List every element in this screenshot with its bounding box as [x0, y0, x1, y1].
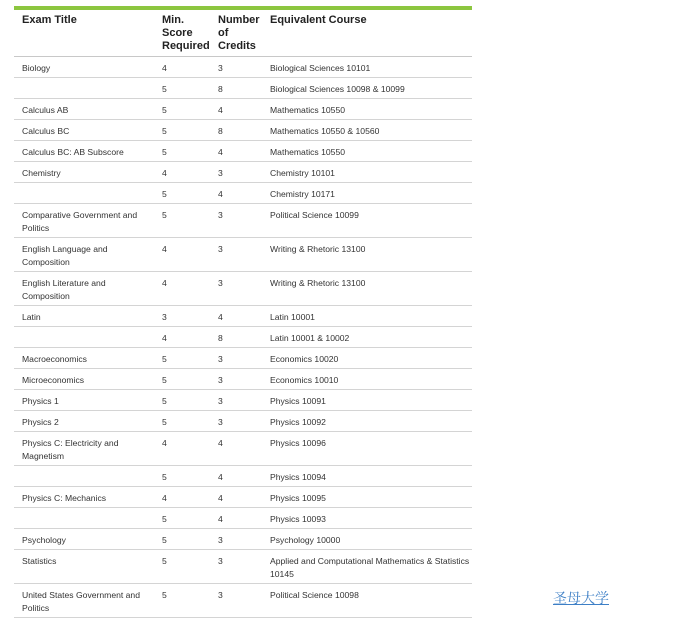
cell-course: Mathematics 10550 & 10560 — [262, 120, 472, 141]
table-row — [14, 550, 472, 584]
table-row — [14, 162, 472, 183]
header-equivalent-course: Equivalent Course — [262, 10, 472, 57]
cell-score: 5 — [154, 550, 210, 584]
table-row — [14, 78, 472, 99]
cell-score: 4 — [154, 162, 210, 183]
ap-credit-table — [14, 10, 472, 618]
cell-course: Physics 10093 — [262, 508, 472, 529]
cell-score: 4 — [154, 487, 210, 508]
cell-course: Biological Sciences 10098 & 10099 — [262, 78, 472, 99]
cell-credits: 3 — [210, 348, 262, 369]
cell-credits: 3 — [210, 162, 262, 183]
cell-credits: 3 — [210, 411, 262, 432]
cell-course: Economics 10020 — [262, 348, 472, 369]
cell-exam: Physics 2 — [14, 411, 154, 432]
cell-course: Mathematics 10550 — [262, 99, 472, 120]
cell-exam: Statistics — [14, 550, 154, 584]
table-row — [14, 508, 472, 529]
cell-score: 5 — [154, 390, 210, 411]
cell-credits: 3 — [210, 550, 262, 584]
cell-exam: Biology — [14, 57, 154, 78]
table-row — [14, 204, 472, 238]
cell-course: Writing & Rhetoric 13100 — [262, 238, 472, 272]
cell-score: 4 — [154, 272, 210, 306]
cell-credits: 3 — [210, 57, 262, 78]
table-row — [14, 411, 472, 432]
cell-credits: 4 — [210, 508, 262, 529]
table-row — [14, 348, 472, 369]
cell-exam: Physics C: Electricity and Magnetism — [14, 432, 154, 466]
cell-exam: Calculus BC: AB Subscore — [14, 141, 154, 162]
cell-course: Chemistry 10171 — [262, 183, 472, 204]
cell-exam: Latin — [14, 306, 154, 327]
cell-course: Physics 10094 — [262, 466, 472, 487]
cell-course: Political Science 10099 — [262, 204, 472, 238]
cell-credits: 3 — [210, 529, 262, 550]
cell-course: Chemistry 10101 — [262, 162, 472, 183]
cell-course: Writing & Rhetoric 13100 — [262, 272, 472, 306]
cell-course: Latin 10001 & 10002 — [262, 327, 472, 348]
watermark-link[interactable]: 圣母大学 — [553, 591, 609, 607]
cell-score: 5 — [154, 78, 210, 99]
table-row — [14, 529, 472, 550]
cell-credits: 3 — [210, 272, 262, 306]
table-row — [14, 99, 472, 120]
cell-credits: 8 — [210, 78, 262, 99]
cell-exam: Microeconomics — [14, 369, 154, 390]
table-row — [14, 487, 472, 508]
cell-course: Physics 10096 — [262, 432, 472, 466]
cell-exam: Calculus AB — [14, 99, 154, 120]
cell-exam: English Literature and Composition — [14, 272, 154, 306]
table-row — [14, 390, 472, 411]
cell-exam: Macroeconomics — [14, 348, 154, 369]
cell-exam: Calculus BC — [14, 120, 154, 141]
cell-exam: Comparative Government and Politics — [14, 204, 154, 238]
cell-score: 5 — [154, 508, 210, 529]
cell-exam: Psychology — [14, 529, 154, 550]
cell-credits: 4 — [210, 487, 262, 508]
cell-course: Mathematics 10550 — [262, 141, 472, 162]
cell-exam: Chemistry — [14, 162, 154, 183]
cell-exam — [14, 78, 154, 99]
cell-credits: 3 — [210, 369, 262, 390]
cell-credits: 4 — [210, 183, 262, 204]
cell-course: Psychology 10000 — [262, 529, 472, 550]
cell-credits: 8 — [210, 327, 262, 348]
table-row — [14, 327, 472, 348]
cell-score: 5 — [154, 466, 210, 487]
cell-score: 4 — [154, 57, 210, 78]
cell-score: 5 — [154, 348, 210, 369]
cell-exam: Physics 1 — [14, 390, 154, 411]
table-row — [14, 183, 472, 204]
ap-credit-table-container — [14, 6, 472, 618]
cell-credits: 4 — [210, 306, 262, 327]
cell-score: 3 — [154, 306, 210, 327]
table-row — [14, 272, 472, 306]
cell-credits: 4 — [210, 141, 262, 162]
cell-score: 4 — [154, 238, 210, 272]
cell-score: 5 — [154, 411, 210, 432]
table-row — [14, 306, 472, 327]
cell-credits: 4 — [210, 99, 262, 120]
cell-credits: 3 — [210, 390, 262, 411]
cell-credits: 4 — [210, 432, 262, 466]
cell-exam: United States Government and Politics — [14, 584, 154, 618]
cell-score: 5 — [154, 141, 210, 162]
cell-course: Economics 10010 — [262, 369, 472, 390]
table-header-row — [14, 10, 472, 57]
cell-score: 5 — [154, 183, 210, 204]
cell-score: 5 — [154, 204, 210, 238]
cell-course: Political Science 10098 — [262, 584, 472, 618]
cell-course: Physics 10092 — [262, 411, 472, 432]
cell-exam — [14, 466, 154, 487]
cell-exam — [14, 508, 154, 529]
cell-score: 5 — [154, 369, 210, 390]
table-row — [14, 57, 472, 78]
table-row — [14, 120, 472, 141]
cell-exam: Physics C: Mechanics — [14, 487, 154, 508]
cell-score: 5 — [154, 584, 210, 618]
cell-score: 5 — [154, 120, 210, 141]
cell-exam: English Language and Composition — [14, 238, 154, 272]
table-row — [14, 466, 472, 487]
header-exam-title: Exam Title — [14, 10, 154, 57]
table-row — [14, 432, 472, 466]
cell-score: 5 — [154, 99, 210, 120]
table-row — [14, 141, 472, 162]
cell-course: Biological Sciences 10101 — [262, 57, 472, 78]
cell-credits: 8 — [210, 120, 262, 141]
cell-exam — [14, 327, 154, 348]
cell-score: 4 — [154, 327, 210, 348]
cell-course: Applied and Computational Mathematics & Statistics 10145 — [262, 550, 472, 584]
header-credits: Number of Credits — [210, 10, 262, 57]
table-row — [14, 584, 472, 618]
cell-credits: 4 — [210, 466, 262, 487]
header-min-score: Min. Score Required — [154, 10, 210, 57]
cell-score: 4 — [154, 432, 210, 466]
cell-credits: 3 — [210, 584, 262, 618]
cell-credits: 3 — [210, 204, 262, 238]
table-row — [14, 238, 472, 272]
cell-credits: 3 — [210, 238, 262, 272]
table-row — [14, 369, 472, 390]
cell-course: Physics 10091 — [262, 390, 472, 411]
cell-course: Latin 10001 — [262, 306, 472, 327]
cell-score: 5 — [154, 529, 210, 550]
cell-course: Physics 10095 — [262, 487, 472, 508]
cell-exam — [14, 183, 154, 204]
